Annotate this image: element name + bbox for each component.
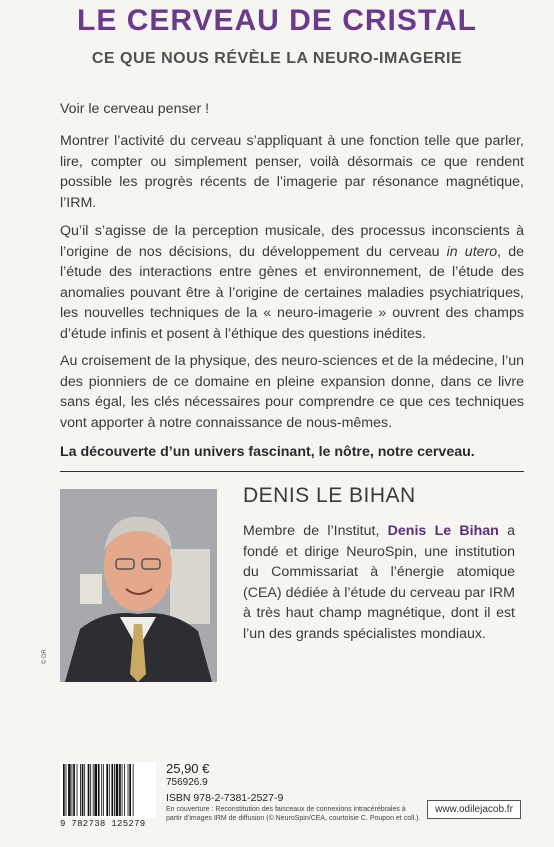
barcode-bar [101,764,102,816]
barcode-bar [88,764,90,816]
bio-text: Membre de l’Institut, [243,523,388,539]
photo-credit: © DR [42,649,48,664]
author-name: DENIS LE BIHAN [243,484,416,507]
barcode-bar [68,764,71,816]
bio-author-name: Denis Le Bihan [387,523,499,539]
author-bio [243,521,515,644]
barcode-bar [72,764,73,816]
description-paragraph-3: Au croisement de la physique, des neuro-sciences et de la médecine, l’un des pionniers de ce domaine en pleine expansion donne, dans ce livre sans égal, les clés nécessaires pour comprendre ce que ces techniques vont apporter à notre connaissance de nous-mêmes. [60,353,524,431]
price: 25,90 € [166,761,210,776]
divider [60,471,524,472]
barcode-bar [122,764,123,816]
barcode-bar [63,764,65,816]
barcode-bar [114,764,115,816]
author-photo [60,489,217,682]
tagline: La découverte d’un univers fascinant, le nôtre, notre cerveau. [60,444,475,460]
italic-term: in utero [446,243,498,260]
barcode-number: 9 782738 125279 [60,819,146,829]
cover-note: En couverture : Reconstitution des faisceaux de connexions intracérébrales à partir d’images IRM de diffusion (© NeuroSpin/CEA, courtoisie C. Poupon et coll.). [166,806,421,822]
barcode-bar [80,764,81,816]
barcode-bar [103,764,104,816]
barcode-bar [90,764,91,816]
barcode-bar [111,764,113,816]
barcode-bar [109,764,110,816]
barcode-bar [98,764,100,816]
book-subtitle: CE QUE NOUS RÉVÈLE LA NEURO-IMAGERIE [91,50,463,67]
barcode-bar [93,764,94,816]
barcode-bar [82,764,84,816]
barcode-bar [129,764,131,816]
description-paragraph-2 [60,221,524,344]
barcode-bar [124,764,125,816]
bio-text: a fondé et dirige NeuroSpin, une institution du Commissariat à l’énergie atomique (CEA) dédiée à l’étude du cerveau par IRM à très haut champ magnétique, dont il est l’un des grands spécialistes mondiaux. [243,523,515,642]
description-paragraph-1: Montrer l’activité du cerveau s’appliquant à une fonction telle que parler, lire, compter ou simplement penser, voilà désormais ce que rendent possible les progrès récents de l’imagerie par résonance magnétique, l’IRM. [60,133,524,211]
isbn-barcode [60,762,156,818]
barcode-bar [106,764,108,816]
publisher-website: www.odilejacob.fr [427,800,521,819]
barcode-bar [77,764,78,816]
product-code: 756926.9 [166,777,208,788]
barcode-bar [133,764,134,816]
barcode-bar [84,764,85,816]
barcode-bar [94,764,97,816]
barcode-bar [73,764,75,816]
barcode-bar [119,764,121,816]
barcode-bar [66,764,67,816]
isbn: ISBN 978-2-7381-2527-9 [166,792,284,804]
paragraph-text: Qu’il s’agisse de la perception musicale, des processus inconscients à l’origine de nos décisions, du développement du cerveau [60,223,524,260]
barcode-bar [128,764,129,816]
paragraph-text: , de l’étude des interactions entre gènes et environnement, de l’étude des anomalies pouvant être à l’origine de certaines maladies psychiatriques, les nouvelles techniques de la « neuro-imagerie » ouvrent des champs d’étude infinis et posent à l’éthique des questions inédites. [60,243,524,342]
barcode-bar [116,764,119,816]
book-title: LE CERVEAU DE CRISTAL [77,4,477,37]
intro-paragraph: Voir le cerveau penser ! [60,101,210,117]
